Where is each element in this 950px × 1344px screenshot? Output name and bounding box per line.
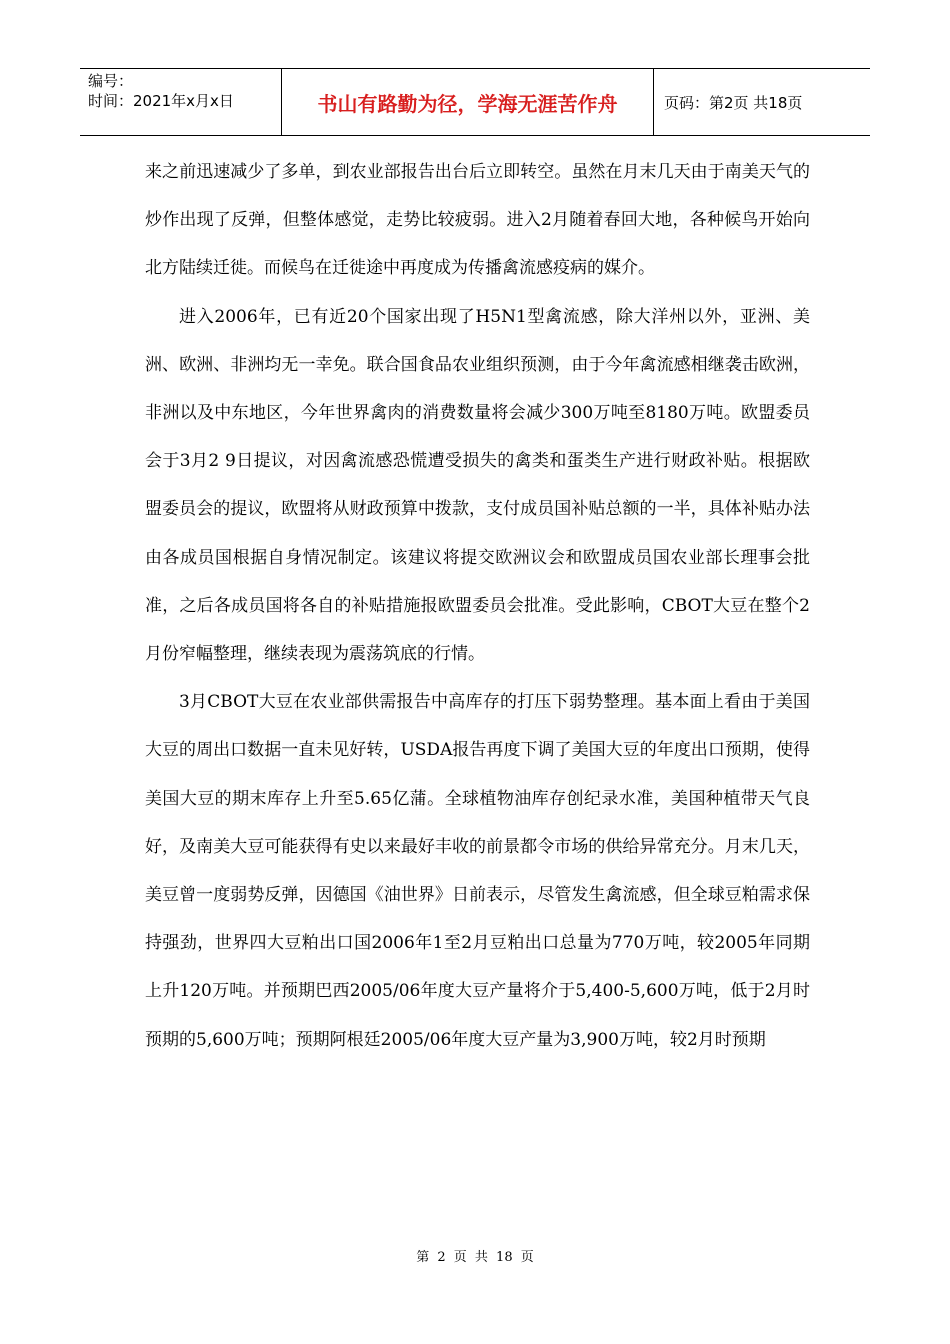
page-header [80, 68, 870, 136]
time-label: 时间：2021年x月x日 [88, 92, 234, 110]
header-motto: 书山有路勤为径，学海无涯苦作舟 [282, 69, 654, 135]
page-footer: 第 2 页 共 18 页 [416, 1250, 534, 1265]
paragraph-continuation: 来之前迅速减少了多单，到农业部报告出台后立即转空。虽然在月末几天由于南美天气的炒作出现了反弹，但整体感觉，走势比较疲弱。进入2月随着春回大地，各种候鸟开始向北方陆续迁徙。而候鸟在迁徙途中再度成为传播禽流感疫病的媒介。 [145, 162, 810, 279]
header-page-info: 页码：第2页 共18页 [664, 93, 803, 112]
header-meta [80, 69, 282, 135]
paragraph: 进入2006年，已有近20个国家出现了H5N1型禽流感，除大洋州以外，亚洲、美洲、欧洲、非洲均无一幸免。联合国食品农业组织预测，由于今年禽流感相继袭击欧洲，非洲以及中东地区，今年世界禽肉的消费数量将会减少300万吨至8180万吨。欧盟委员会于3月2 9日提议，对因禽流感恐慌遭受损失的禽类和蛋类生产进行财政补贴。根据欧盟委员会的提议，欧盟将从财政预算中拨款，支付成员国补贴总额的一半，具体补贴办法由各成员国根据自身情况制定。该建议将提交欧洲议会和欧盟成员国农业部长理事会批准，之后各成员国将各自的补贴措施报欧盟委员会批准。受此影响，CBOT大豆在整个2月份窄幅整理，继续表现为震荡筑底的行情。 [145, 306, 810, 665]
paragraph: 3月CBOT大豆在农业部供需报告中高库存的打压下弱势整理。基本面上看由于美国大豆的周出口数据一直未见好转，USDA报告再度下调了美国大豆的年度出口预期，使得美国大豆的期末库存上升至5.65亿蒲。全球植物油库存创纪录水准，美国种植带天气良好，及南美大豆可能获得有史以来最好丰收的前景都令市场的供给异常充分。月末几天，美豆曾一度弱势反弹，因德国《油世界》日前表示，尽管发生禽流感，但全球豆粕需求保持强劲，世界四大豆粕出口国2006年1至2月豆粕出口总量为770万吨，较2005年同期上升120万吨。并预期巴西2005/06年度大豆产量将介于5,400-5,600万吨，低于2月时预期的5,600万吨；预期阿根廷2005/06年度大豆产量为3,900万吨，较2月时预期 [145, 692, 810, 1050]
document-body [145, 148, 810, 1064]
code-label: 编号： [88, 72, 134, 90]
